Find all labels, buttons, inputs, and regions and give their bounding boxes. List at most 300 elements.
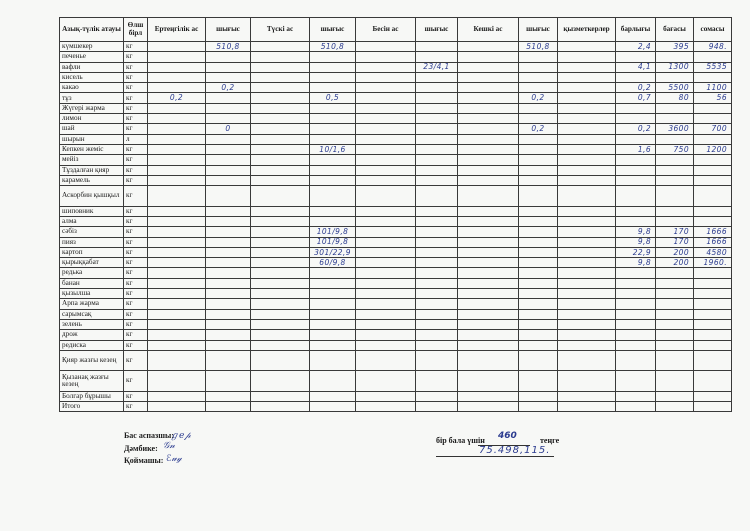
per-child-label: бір бала үшін (436, 436, 485, 445)
per-child-cost (436, 431, 560, 445)
value-cell (251, 206, 310, 216)
value-cell (416, 83, 458, 93)
value-cell (251, 155, 310, 165)
value-cell (558, 289, 616, 299)
value-cell (694, 52, 732, 62)
table-row (60, 103, 732, 113)
value-cell (558, 237, 616, 247)
value-cell (416, 72, 458, 82)
value-cell (206, 114, 251, 124)
value-cell (310, 268, 356, 278)
unit-cell: кг (124, 237, 148, 247)
value-cell (251, 309, 310, 319)
value-cell (148, 247, 206, 257)
col-header: шығыс (310, 18, 356, 42)
value-cell (310, 186, 356, 207)
unit-cell: кг (124, 216, 148, 226)
value-cell (558, 103, 616, 113)
product-name-cell: Жүгері жарма (60, 103, 124, 113)
value-cell (616, 206, 656, 216)
value-cell (519, 391, 558, 401)
value-cell (694, 206, 732, 216)
value-cell (356, 155, 416, 165)
value-cell (148, 340, 206, 350)
value-cell (206, 165, 251, 175)
value-cell (148, 371, 206, 392)
value-cell (251, 175, 310, 185)
value-cell (519, 216, 558, 226)
value-cell (558, 371, 616, 392)
table-row (60, 247, 732, 257)
unit-cell: кг (124, 103, 148, 113)
value-cell (519, 52, 558, 62)
value-cell (356, 247, 416, 257)
value-cell: 1,6 (616, 144, 656, 154)
table-row (60, 216, 732, 226)
value-cell (251, 247, 310, 257)
unit-cell: кг (124, 227, 148, 237)
value-cell (616, 175, 656, 185)
value-cell (356, 227, 416, 237)
value-cell (416, 165, 458, 175)
value-cell (251, 402, 310, 412)
value-cell (251, 289, 310, 299)
value-cell: 700 (694, 124, 732, 134)
value-cell (519, 206, 558, 216)
value-cell (310, 83, 356, 93)
value-cell (519, 350, 558, 371)
value-cell: 170 (656, 227, 694, 237)
table-row (60, 402, 732, 412)
value-cell (310, 114, 356, 124)
col-header: Ертеңгілік ас (148, 18, 206, 42)
value-cell (251, 165, 310, 175)
value-cell (416, 350, 458, 371)
value-cell: 1300 (656, 62, 694, 72)
value-cell: 5500 (656, 83, 694, 93)
value-cell (148, 350, 206, 371)
product-name-cell: Тұздалған қияр (60, 165, 124, 175)
unit-cell: кг (124, 206, 148, 216)
value-cell (558, 258, 616, 268)
value-cell (251, 350, 310, 371)
col-header: бағасы (656, 18, 694, 42)
value-cell (694, 175, 732, 185)
value-cell (656, 330, 694, 340)
value-cell (206, 72, 251, 82)
value-cell (356, 216, 416, 226)
value-cell (519, 165, 558, 175)
value-cell (458, 216, 519, 226)
unit-cell: кг (124, 319, 148, 329)
value-cell (458, 186, 519, 207)
value-cell (206, 103, 251, 113)
unit-cell: кг (124, 330, 148, 340)
product-name-cell: банан (60, 278, 124, 288)
unit-cell: кг (124, 144, 148, 154)
value-cell (416, 278, 458, 288)
value-cell (616, 330, 656, 340)
value-cell (416, 206, 458, 216)
value-cell (251, 134, 310, 144)
table-row (60, 72, 732, 82)
value-cell (356, 391, 416, 401)
value-cell (656, 186, 694, 207)
unit-cell: л (124, 134, 148, 144)
value-cell: 948. (694, 42, 732, 52)
value-cell: 4580 (694, 247, 732, 257)
value-cell: 23/4,1 (416, 62, 458, 72)
value-cell (310, 319, 356, 329)
value-cell (310, 402, 356, 412)
value-cell: 1100 (694, 83, 732, 93)
value-cell (206, 93, 251, 103)
value-cell (310, 216, 356, 226)
table-row (60, 206, 732, 216)
value-cell (694, 340, 732, 350)
total-value: 75.498,115. (479, 445, 551, 456)
value-cell: 200 (656, 247, 694, 257)
value-cell (656, 216, 694, 226)
value-cell (416, 330, 458, 340)
col-header: барлығы (616, 18, 656, 42)
value-cell (356, 52, 416, 62)
value-cell (458, 42, 519, 52)
value-cell (356, 340, 416, 350)
value-cell (251, 62, 310, 72)
value-cell (310, 103, 356, 113)
value-cell (694, 402, 732, 412)
table-row (60, 134, 732, 144)
value-cell (458, 350, 519, 371)
value-cell: 22,9 (616, 247, 656, 257)
value-cell (656, 72, 694, 82)
value-cell (206, 309, 251, 319)
value-cell (458, 227, 519, 237)
value-cell (616, 402, 656, 412)
value-cell (458, 144, 519, 154)
value-cell (519, 289, 558, 299)
value-cell (416, 402, 458, 412)
product-name-cell: картоп (60, 247, 124, 257)
value-cell (148, 103, 206, 113)
value-cell (519, 330, 558, 340)
col-header: қызметкерлер (558, 18, 616, 42)
value-cell (356, 330, 416, 340)
col-header: шығыс (206, 18, 251, 42)
unit-cell: кг (124, 350, 148, 371)
value-cell (251, 114, 310, 124)
value-cell (416, 299, 458, 309)
value-cell (310, 289, 356, 299)
value-cell (616, 309, 656, 319)
value-cell (148, 319, 206, 329)
value-cell (519, 72, 558, 82)
value-cell (251, 278, 310, 288)
value-cell (616, 186, 656, 207)
value-cell (616, 289, 656, 299)
product-name-cell: редька (60, 268, 124, 278)
value-cell (356, 350, 416, 371)
value-cell (416, 216, 458, 226)
value-cell (616, 371, 656, 392)
value-cell (206, 134, 251, 144)
value-cell (206, 62, 251, 72)
table-row (60, 371, 732, 392)
value-cell (558, 124, 616, 134)
value-cell (558, 134, 616, 144)
unit-cell: кг (124, 289, 148, 299)
product-name-cell: шиповник (60, 206, 124, 216)
value-cell (558, 309, 616, 319)
value-cell: 0,2 (206, 83, 251, 93)
value-cell (251, 319, 310, 329)
value-cell (656, 114, 694, 124)
cook-label: Дәмбике: (124, 443, 158, 453)
value-cell (148, 330, 206, 340)
value-cell (251, 42, 310, 52)
unit-cell: кг (124, 402, 148, 412)
value-cell (519, 175, 558, 185)
value-cell (148, 216, 206, 226)
value-cell (148, 165, 206, 175)
value-cell (458, 299, 519, 309)
value-cell (519, 268, 558, 278)
value-cell (558, 83, 616, 93)
value-cell (148, 134, 206, 144)
value-cell: 510,8 (206, 42, 251, 52)
table-row (60, 237, 732, 247)
value-cell (558, 278, 616, 288)
value-cell (356, 237, 416, 247)
value-cell: 170 (656, 237, 694, 247)
value-cell (656, 402, 694, 412)
value-cell (519, 186, 558, 207)
value-cell: 510,8 (310, 42, 356, 52)
unit-cell: кг (124, 268, 148, 278)
value-cell (656, 289, 694, 299)
value-cell (694, 216, 732, 226)
product-name-cell: шай (60, 124, 124, 134)
value-cell (206, 268, 251, 278)
value-cell (206, 402, 251, 412)
value-cell: 1960. (694, 258, 732, 268)
value-cell (558, 175, 616, 185)
total-underline (436, 456, 554, 457)
col-header: Бесін ас (356, 18, 416, 42)
value-cell (310, 165, 356, 175)
value-cell (310, 52, 356, 62)
table-header-row (60, 18, 732, 42)
value-cell (356, 124, 416, 134)
value-cell (519, 309, 558, 319)
value-cell (356, 289, 416, 299)
value-cell (310, 62, 356, 72)
value-cell (558, 52, 616, 62)
value-cell (148, 114, 206, 124)
unit-cell: кг (124, 155, 148, 165)
value-cell (558, 206, 616, 216)
value-cell (656, 278, 694, 288)
value-cell (616, 268, 656, 278)
value-cell: 80 (656, 93, 694, 103)
value-cell: 0 (206, 124, 251, 134)
value-cell (558, 268, 616, 278)
unit-cell: кг (124, 175, 148, 185)
value-cell (310, 206, 356, 216)
value-cell: 101/9,8 (310, 227, 356, 237)
value-cell (458, 114, 519, 124)
col-header: Кешкі ас (458, 18, 519, 42)
table-row (60, 258, 732, 268)
value-cell (251, 237, 310, 247)
value-cell (519, 319, 558, 329)
value-cell (416, 103, 458, 113)
value-cell (206, 155, 251, 165)
value-cell (416, 391, 458, 401)
value-cell (458, 402, 519, 412)
value-cell (356, 134, 416, 144)
value-cell (148, 72, 206, 82)
product-name-cell: Болгар бұрышы (60, 391, 124, 401)
value-cell (148, 268, 206, 278)
value-cell (206, 237, 251, 247)
value-cell (148, 227, 206, 237)
value-cell: 0,2 (519, 93, 558, 103)
col-header: шығыс (519, 18, 558, 42)
value-cell: 510,8 (519, 42, 558, 52)
value-cell (656, 340, 694, 350)
value-cell (694, 114, 732, 124)
value-cell (656, 350, 694, 371)
value-cell: 1666 (694, 237, 732, 247)
value-cell (206, 247, 251, 257)
value-cell (251, 72, 310, 82)
value-cell (616, 350, 656, 371)
value-cell (458, 258, 519, 268)
value-cell (206, 227, 251, 237)
product-name-cell: редиска (60, 340, 124, 350)
value-cell: 60/9,8 (310, 258, 356, 268)
table-row (60, 83, 732, 93)
value-cell (656, 165, 694, 175)
product-name-cell: күмшекер (60, 42, 124, 52)
value-cell (206, 186, 251, 207)
value-cell (148, 155, 206, 165)
value-cell (558, 330, 616, 340)
product-name-cell: Кепкен жеміс (60, 144, 124, 154)
value-cell (694, 309, 732, 319)
value-cell (416, 309, 458, 319)
value-cell (558, 299, 616, 309)
product-name-cell: карамель (60, 175, 124, 185)
value-cell (251, 340, 310, 350)
value-cell (251, 391, 310, 401)
value-cell (656, 319, 694, 329)
per-child-value: 460 (498, 431, 517, 441)
value-cell (206, 391, 251, 401)
value-cell (356, 258, 416, 268)
product-name-cell: Аскорбин қышқыл (60, 186, 124, 207)
value-cell (251, 93, 310, 103)
value-cell (206, 144, 251, 154)
product-name-cell: дрож (60, 330, 124, 340)
value-cell: 1666 (694, 227, 732, 237)
value-cell (416, 268, 458, 278)
value-cell: 750 (656, 144, 694, 154)
product-name-cell: мейіз (60, 155, 124, 165)
value-cell (558, 144, 616, 154)
value-cell (356, 268, 416, 278)
value-cell (519, 83, 558, 93)
value-cell (416, 175, 458, 185)
value-cell (206, 330, 251, 340)
value-cell (458, 155, 519, 165)
value-cell (310, 371, 356, 392)
value-cell (616, 216, 656, 226)
signature-storekeeper: ℰ𝓊𝓎 (166, 454, 182, 464)
value-cell (356, 165, 416, 175)
product-name-cell: шырын (60, 134, 124, 144)
value-cell (206, 299, 251, 309)
value-cell (558, 62, 616, 72)
unit-cell: кг (124, 42, 148, 52)
product-name-cell: Итого (60, 402, 124, 412)
value-cell (206, 289, 251, 299)
value-cell (206, 175, 251, 185)
table-row (60, 299, 732, 309)
unit-cell: кг (124, 62, 148, 72)
value-cell: 10/1,6 (310, 144, 356, 154)
value-cell (519, 144, 558, 154)
unit-cell: кг (124, 124, 148, 134)
value-cell (356, 93, 416, 103)
value-cell (148, 42, 206, 52)
value-cell: 56 (694, 93, 732, 103)
value-cell (416, 134, 458, 144)
value-cell (251, 186, 310, 207)
value-cell (458, 371, 519, 392)
value-cell: 1200 (694, 144, 732, 154)
value-cell (251, 103, 310, 113)
value-cell (356, 319, 416, 329)
value-cell (416, 42, 458, 52)
value-cell: 9,8 (616, 237, 656, 247)
product-name-cell: Қызанақ жазғы кезең (60, 371, 124, 392)
value-cell: 200 (656, 258, 694, 268)
value-cell: 301/22,9 (310, 247, 356, 257)
value-cell (206, 258, 251, 268)
value-cell (458, 52, 519, 62)
value-cell (416, 93, 458, 103)
value-cell (519, 103, 558, 113)
value-cell (616, 391, 656, 401)
value-cell (458, 83, 519, 93)
value-cell (310, 350, 356, 371)
table-row (60, 227, 732, 237)
value-cell (251, 299, 310, 309)
value-cell (416, 371, 458, 392)
value-cell (694, 72, 732, 82)
table-row (60, 278, 732, 288)
value-cell (616, 299, 656, 309)
value-cell (148, 309, 206, 319)
value-cell: 4,1 (616, 62, 656, 72)
value-cell (519, 247, 558, 257)
value-cell (148, 289, 206, 299)
value-cell (416, 289, 458, 299)
value-cell (148, 144, 206, 154)
